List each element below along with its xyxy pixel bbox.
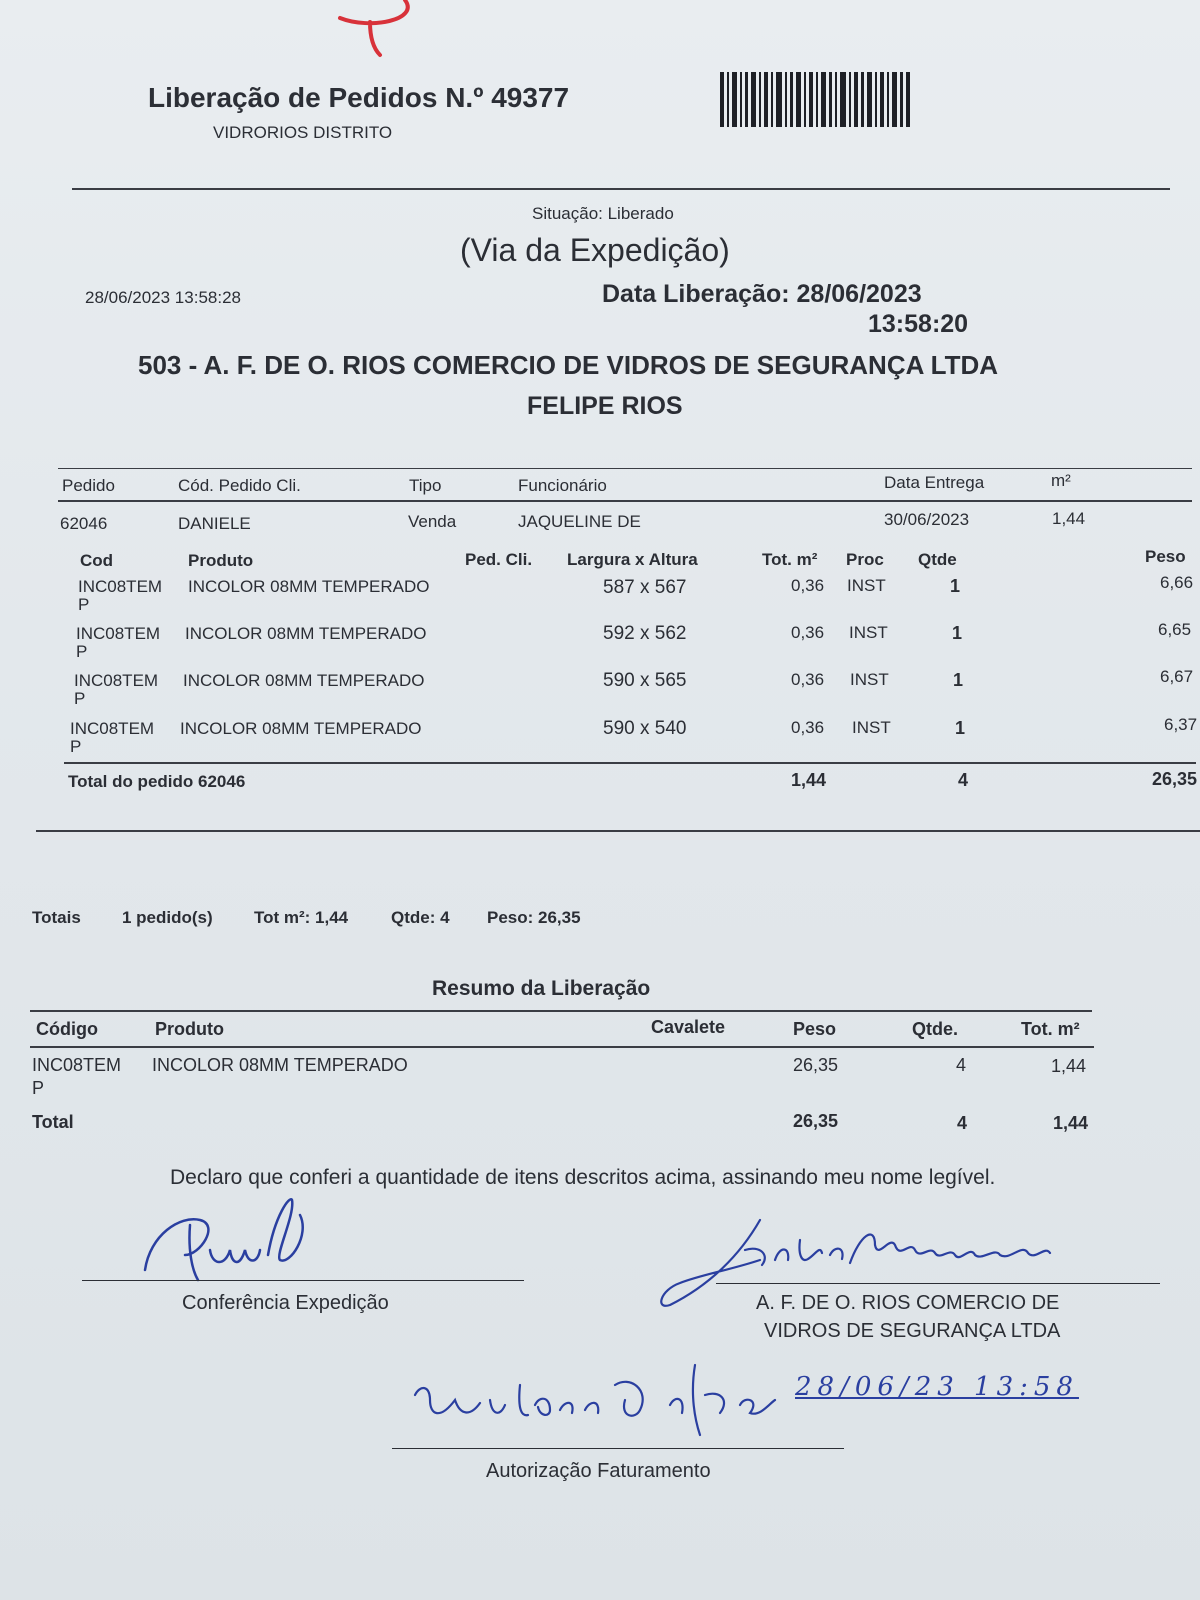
summary-col-produto: Produto — [155, 1019, 224, 1039]
handwritten-date: 28/06/23 13:58 — [795, 1372, 1079, 1402]
contact-name: FELIPE RIOS — [527, 392, 683, 420]
release-time: 13:58:20 — [868, 310, 969, 338]
summary-top-rule — [30, 1010, 1092, 1012]
header-divider — [72, 188, 1170, 190]
item-cod: INC08TEM — [74, 671, 159, 690]
summary-codigo-suffix: P — [32, 1078, 45, 1098]
item-peso: 6,66 — [1160, 573, 1194, 592]
client-order-code: DANIELE — [178, 514, 251, 533]
order-total-qtde: 4 — [958, 770, 969, 790]
order-table-header-rule — [58, 500, 1192, 502]
item-cod: INC08TEM — [76, 624, 161, 643]
items-col-produto: Produto — [188, 551, 254, 570]
summary-title: Resumo da Liberação — [432, 977, 651, 1000]
col-data-entrega: Data Entrega — [884, 473, 985, 492]
company-line-1: A. F. DE O. RIOS COMERCIO DE — [756, 1292, 1060, 1314]
item-qtde: 1 — [953, 670, 964, 690]
document-title: Liberação de Pedidos N.º 49377 — [148, 82, 570, 113]
item-cod-suffix: P — [78, 595, 90, 614]
barcode — [720, 72, 915, 127]
order-number: 62046 — [60, 514, 108, 533]
summary-peso: 26,35 — [793, 1055, 839, 1075]
item-cod-suffix: P — [70, 737, 82, 756]
col-cod-pedido-cli: Cód. Pedido Cli. — [178, 476, 301, 495]
summary-col-qtde: Qtde. — [912, 1019, 959, 1039]
declaration-text: Declaro que conferi a quantidade de itens descritos acima, assinando meu nome legível. — [170, 1166, 996, 1189]
items-col-proc: Proc — [846, 550, 884, 569]
print-datetime: 28/06/2023 13:58:28 — [85, 288, 241, 307]
col-m2: m² — [1051, 471, 1071, 490]
items-col-peso: Peso — [1145, 547, 1186, 566]
order-section-divider — [36, 830, 1200, 832]
signature-line-company — [716, 1283, 1160, 1284]
faturamento-label: Autorização Faturamento — [486, 1460, 711, 1482]
item-qtde: 1 — [950, 576, 961, 596]
items-col-dims: Largura x Altura — [567, 550, 698, 569]
item-peso: 6,67 — [1160, 667, 1194, 686]
release-date: Data Liberação: 28/06/2023 — [602, 280, 922, 308]
employee-name: JAQUELINE DE — [518, 512, 641, 531]
summary-qtde: 4 — [956, 1055, 967, 1075]
item-qtde: 1 — [952, 623, 963, 643]
expedicao-label: Conferência Expedição — [182, 1292, 389, 1314]
item-dims: 592 x 562 — [603, 623, 687, 644]
item-cod-suffix: P — [74, 689, 86, 708]
item-dims: 587 x 567 — [603, 577, 687, 598]
item-dims: 590 x 540 — [603, 718, 687, 739]
copy-type: (Via da Expedição) — [460, 232, 730, 268]
item-tot-m2: 0,36 — [791, 576, 825, 595]
item-cod-suffix: P — [76, 642, 88, 661]
item-qtde: 1 — [955, 718, 966, 738]
totals-peso: Peso: 26,35 — [487, 908, 581, 927]
order-table-top-rule — [58, 468, 1192, 469]
items-total-rule — [64, 762, 1196, 764]
summary-codigo: INC08TEM — [32, 1055, 122, 1075]
item-tot-m2: 0,36 — [791, 718, 825, 737]
totals-qtde: Qtde: 4 — [391, 908, 450, 927]
order-total-label: Total do pedido 62046 — [68, 772, 246, 791]
summary-total-peso: 26,35 — [793, 1111, 839, 1131]
summary-total-label: Total — [32, 1112, 74, 1132]
item-product: INCOLOR 08MM TEMPERADO — [188, 577, 430, 596]
company-line-2: VIDROS DE SEGURANÇA LTDA — [764, 1320, 1061, 1342]
item-tot-m2: 0,36 — [791, 623, 825, 642]
summary-produto: INCOLOR 08MM TEMPERADO — [152, 1055, 408, 1075]
summary-col-cavalete: Cavalete — [651, 1017, 726, 1037]
item-product: INCOLOR 08MM TEMPERADO — [180, 719, 422, 738]
summary-total-qtde: 4 — [957, 1113, 968, 1133]
summary-col-tot-m2: Tot. m² — [1021, 1019, 1080, 1039]
col-funcionario: Funcionário — [518, 476, 607, 495]
totals-orders: 1 pedido(s) — [122, 908, 213, 927]
items-col-tot-m2: Tot. m² — [762, 550, 818, 569]
col-pedido: Pedido — [62, 476, 115, 495]
red-pen-mark — [330, 0, 430, 70]
item-proc: INST — [847, 576, 886, 595]
signature-line-expedicao — [82, 1280, 524, 1281]
order-m2: 1,44 — [1052, 509, 1086, 528]
summary-col-codigo: Código — [36, 1019, 98, 1039]
totals-label: Totais — [32, 908, 81, 927]
item-cod: INC08TEM — [70, 719, 155, 738]
signature-faturamento — [400, 1355, 800, 1455]
delivery-date: 30/06/2023 — [884, 510, 970, 529]
item-product: INCOLOR 08MM TEMPERADO — [185, 624, 427, 643]
summary-header-rule — [30, 1046, 1094, 1048]
signature-expedicao — [140, 1195, 340, 1285]
item-product: INCOLOR 08MM TEMPERADO — [183, 671, 425, 690]
totals-m2: Tot m²: 1,44 — [254, 908, 349, 927]
item-peso: 6,65 — [1158, 620, 1192, 639]
item-proc: INST — [852, 718, 891, 737]
item-peso: 6,37 — [1164, 715, 1198, 734]
signature-line-faturamento — [392, 1448, 844, 1449]
items-col-qtde: Qtde — [918, 550, 957, 569]
item-proc: INST — [850, 670, 889, 689]
items-col-ped-cli: Ped. Cli. — [465, 550, 533, 569]
item-tot-m2: 0,36 — [791, 670, 825, 689]
situation-status: Situação: Liberado — [532, 204, 674, 223]
order-total-peso: 26,35 — [1152, 769, 1198, 789]
branch-name: VIDRORIOS DISTRITO — [213, 123, 393, 142]
summary-total-tot-m2: 1,44 — [1053, 1113, 1089, 1133]
item-proc: INST — [849, 623, 888, 642]
order-type: Venda — [408, 512, 457, 531]
client-name: 503 - A. F. DE O. RIOS COMERCIO DE VIDROS DE SEGURANÇA LTDA — [138, 350, 999, 380]
col-tipo: Tipo — [409, 476, 442, 495]
summary-col-peso: Peso — [793, 1019, 837, 1039]
summary-tot-m2: 1,44 — [1051, 1056, 1087, 1076]
items-col-cod: Cod — [80, 551, 114, 570]
order-total-m2: 1,44 — [791, 770, 827, 790]
item-cod: INC08TEM — [78, 577, 163, 596]
item-dims: 590 x 565 — [603, 670, 687, 691]
